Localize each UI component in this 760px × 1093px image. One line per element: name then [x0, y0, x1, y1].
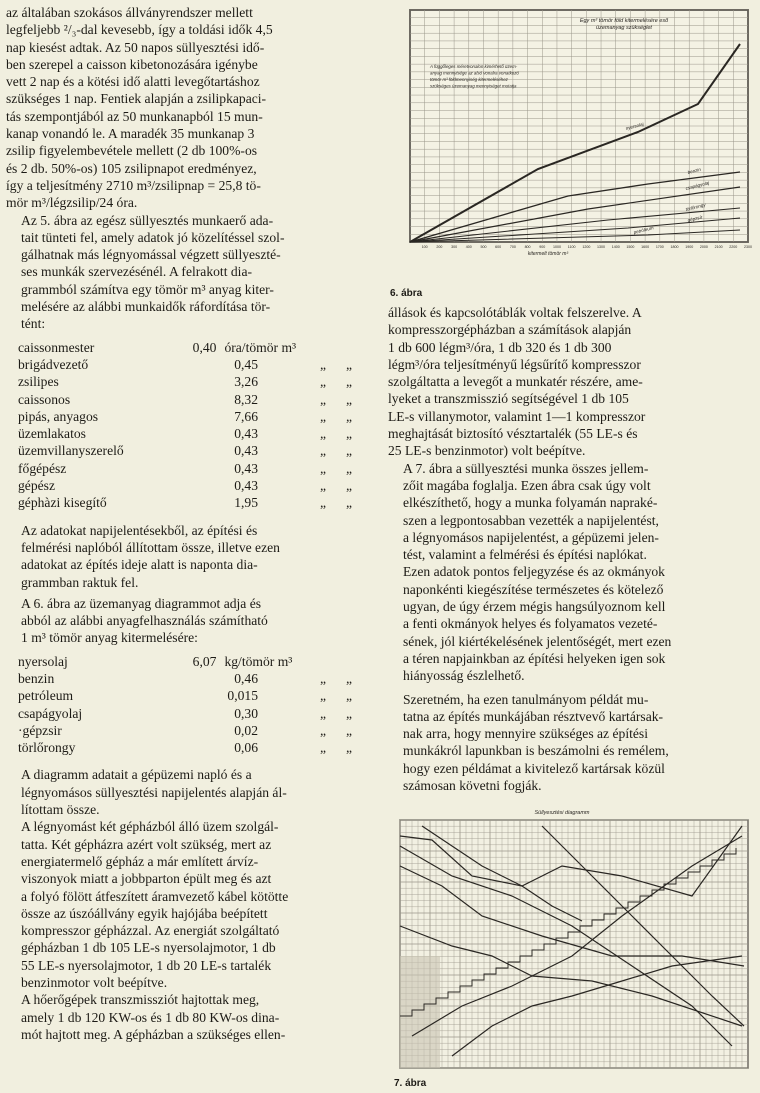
- text-line: kompresszorgépházban a számítások alapján: [388, 322, 632, 338]
- text-line: 1 db 600 légm³/óra, 1 db 320 és 1 db 300: [388, 339, 612, 355]
- x-axis-label: kitermelt tömör m³: [527, 251, 569, 257]
- table-cell-value: 7,66: [234, 408, 258, 424]
- table-cell-label: benzin: [18, 670, 55, 686]
- paragraph-figure7-intro: [388, 460, 754, 685]
- text-line: szen a legpontosabban vezették a napijelentést,: [403, 512, 659, 528]
- text-line: 55 LE-s nyersolajmotor, 1 db 20 LE-s tartalék: [21, 957, 272, 973]
- text-line: 25 LE-s benzinmotor) volt beépítve.: [388, 443, 586, 459]
- text-line: tatna az építés munkájában résztvevő kartársak-: [403, 708, 664, 724]
- table-cell-unit: [258, 460, 314, 477]
- paragraph-data-sources: [6, 522, 376, 591]
- text-line: melésére az alábbi munkaidők ráfordítása tör-: [21, 299, 271, 315]
- x-tick-label: 1200: [582, 245, 591, 249]
- table-cell-label: brigádvezető: [18, 356, 89, 372]
- table-cell-q2: „: [346, 495, 353, 511]
- text-line: Szeretném, ha ezen tanulmányom példát mu-: [403, 691, 649, 707]
- text-line: benzinmotor volt beépítve.: [21, 975, 168, 991]
- figure-7: [392, 806, 754, 1093]
- x-tick-label: 900: [539, 245, 546, 249]
- table-cell-value: 0,45: [234, 356, 258, 372]
- table-cell-label: zsilipes: [18, 374, 59, 390]
- table-row: [18, 653, 376, 670]
- text-line: a légnyomásos napijelentést, a gépüzemi jelen-: [403, 529, 659, 545]
- table-cell-value: 6,07: [192, 653, 217, 669]
- text-line: nap kiesést adtak. Az 50 napos süllyesztési idő-: [6, 39, 265, 55]
- table-cell-q2: „: [346, 356, 353, 372]
- text-line: elkészíthető, hogy a munka folyamán napraké-: [403, 495, 658, 511]
- table-cell-label: pipás, anyagos: [18, 408, 99, 424]
- figure-6-chart: [388, 4, 754, 286]
- table-cell-q1: „: [320, 722, 327, 738]
- table-row: [18, 722, 376, 739]
- text-line: tás szempontjából az 50 munkanapból 15 mun-: [6, 108, 263, 124]
- x-tick-label: 2000: [699, 245, 708, 249]
- table-cell-unit: [258, 442, 314, 459]
- text-line: ugyan, de úgy érzem mégis hangsúlyoznom kell: [403, 599, 666, 615]
- table-cell-unit: [258, 356, 314, 373]
- table-cell-value: 0,43: [234, 443, 258, 459]
- table-cell-q2: „: [346, 722, 353, 738]
- text-line: gépházban 1 db 105 LE-s nyersolajmotor, 1 db: [21, 940, 276, 956]
- table-cell-q1: [324, 339, 352, 356]
- table-cell-label: ·gépzsir: [18, 722, 62, 738]
- x-tick-label: 1800: [670, 245, 679, 249]
- table-cell-unit: [258, 373, 314, 390]
- table-cell-unit: [258, 687, 314, 704]
- table-cell-unit: [258, 705, 314, 722]
- table-cell-label: petróleum: [18, 688, 74, 704]
- table-cell-q2: „: [346, 670, 353, 686]
- table-cell-value: 3,26: [234, 374, 258, 390]
- x-tick-label: 1300: [597, 245, 606, 249]
- x-tick-label: 300: [451, 245, 458, 249]
- table-cell-label: üzemvillanyszerelő: [18, 443, 124, 459]
- table-cell-unit: [258, 391, 314, 408]
- text-line: tait tünteti fel, amely adatok jó közelítéssel szol-: [21, 229, 285, 245]
- text-line: meghajtását biztosító vésztartalék (55 LE-s és: [388, 426, 638, 442]
- table-cell-q2: „: [346, 391, 353, 407]
- table-cell-unit: [258, 739, 314, 756]
- table-cell-unit: óra/tömör m³: [224, 339, 297, 355]
- table-cell-q2: „: [346, 443, 353, 459]
- x-tick-label: 400: [465, 245, 472, 249]
- text-line: és 2 db. 50%-os) 105 zsilipnapot eredményez,: [6, 160, 257, 176]
- figure-7-caption: 7. ábra: [394, 1078, 427, 1089]
- table-cell-unit: [258, 494, 314, 511]
- text-line: grammból számítva egy tömör m³ anyag kiter-: [21, 281, 274, 297]
- text-line: A hőerőgépek transzmissziót hajtottak meg,: [21, 992, 260, 1008]
- figure-6-title: Egy m³ tömör föld kitermelésére eső: [579, 18, 669, 24]
- table-cell-q2: „: [346, 740, 353, 756]
- text-line: tatta. Két gépházra azért volt szükség, mert az: [21, 836, 272, 852]
- text-line: a folyó fölött átfeszített áramvezető kábel kötötte: [21, 888, 289, 904]
- text-line: naponkénti kiegészítése természetes és kötelező: [403, 581, 664, 597]
- paragraph-fuel-intro: [6, 595, 376, 647]
- text-line: Ezen adatok pontos feljegyzése és az okmányok: [403, 564, 665, 580]
- table-cell-q1: „: [320, 740, 327, 756]
- table-cell-value: 0,43: [234, 460, 258, 476]
- figure-6-series-label: petróleum: [633, 225, 655, 235]
- x-tick-label: 1600: [641, 245, 650, 249]
- table-cell-value: 1,95: [234, 495, 258, 511]
- table-cell-label: nyersolaj: [18, 653, 68, 669]
- text-line: vett 2 nap és a kötési idő alatti levegőtartáshoz: [6, 74, 260, 90]
- table-cell-label: caissonmester: [18, 339, 95, 355]
- table-cell-value: 0,46: [234, 670, 258, 686]
- table-row: [18, 477, 376, 494]
- text-line: a téren napjainkban az építési helyeken igen sok: [403, 650, 666, 666]
- table-cell-label: üzemlakatos: [18, 426, 86, 442]
- table-row: [18, 687, 376, 704]
- text-line: A diagramm adatait a gépüzemi napló és a: [21, 767, 252, 783]
- text-line: zsilip figyelembevétele mellett (2 db 100%-os: [6, 143, 258, 159]
- text-line: tént:: [21, 316, 46, 332]
- table-cell-q1: „: [320, 443, 327, 459]
- table-cell-label: caissonos: [18, 391, 71, 407]
- text-line: állások és kapcsolótáblák voltak felszerelve. A: [388, 305, 642, 320]
- table-cell-label: gépész: [18, 478, 55, 494]
- table-cell-value: 0,40: [192, 339, 217, 355]
- paragraph-machine-houses: [6, 818, 376, 991]
- table-cell-q2: „: [346, 460, 353, 476]
- table-cell-q1: „: [320, 670, 327, 686]
- text-line: viszonyok miatt a jobbparton épült meg és azt: [21, 871, 272, 887]
- text-line: sének, jól kiértékelésének jelentőségét, mert ezen: [403, 633, 672, 649]
- figure-6-series-label: gépzsír: [687, 214, 703, 223]
- table-cell-unit: [258, 477, 314, 494]
- x-tick-label: 2300: [744, 245, 752, 249]
- table-cell-q1: „: [320, 688, 327, 704]
- table-cell-q1: „: [320, 374, 327, 390]
- table-cell-q2: [351, 339, 376, 356]
- table-cell-q1: „: [320, 495, 327, 511]
- text-line: szolgáltatta a levegőt a munkatér részére, ame-: [388, 374, 643, 390]
- x-tick-label: 800: [524, 245, 531, 249]
- table-cell-q1: „: [320, 426, 327, 442]
- x-tick-label: 2200: [729, 245, 738, 249]
- figure-6-series-label: benzin: [687, 166, 702, 175]
- table-cell-q2: [351, 653, 376, 670]
- table-cell-value: 0,30: [234, 705, 258, 721]
- text-line: tést, valamint a felmérési és építési naplókat.: [403, 547, 647, 563]
- text-line: a fenti okmányok helyes és folyamatos vezeté-: [403, 616, 658, 632]
- figure-6: [388, 4, 754, 304]
- figure-7-title: Süllyesztési diagramm: [534, 810, 590, 816]
- text-line: legfeljebb ²/₃-dal kevesebb, így a toldási idők 4,5: [6, 22, 273, 38]
- table-row: [18, 391, 376, 408]
- paragraph-labor-intro: [6, 212, 376, 333]
- text-line: lítottam össze.: [21, 802, 100, 818]
- figure-6-series-label: csapágyolaj: [685, 180, 710, 191]
- figure-6-series-label: törlőrongy: [685, 202, 707, 212]
- table-cell-q1: „: [320, 391, 327, 407]
- text-line: össze az úszóállvány egyik hajójába beépített: [21, 905, 268, 921]
- table-cell-q2: „: [346, 705, 353, 721]
- table-cell-q2: „: [346, 374, 353, 390]
- table-row: [18, 425, 376, 442]
- table-cell-unit: [258, 425, 314, 442]
- figure-6-note: szükséges üzemanyag mennyiséget mutatja: [430, 83, 517, 89]
- text-line: légm³/óra teljesítményű légsűrítő kompresszor: [388, 356, 641, 372]
- text-line: A 7. ábra a süllyesztési munka összes jellem-: [403, 460, 649, 476]
- text-line: mör m³/légzsilip/24 óra.: [6, 195, 138, 211]
- right-column: [388, 304, 754, 794]
- text-line: mót hajtott meg. A gépházban a szükséges ellen-: [21, 1026, 286, 1042]
- text-line: abból az alábbi anyagfelhasználás számítható: [21, 613, 268, 629]
- text-line: zőit magába foglalja. Ezen ábra csak úgy volt: [403, 477, 651, 493]
- x-tick-label: 600: [495, 245, 502, 249]
- x-tick-label: 1700: [655, 245, 664, 249]
- table-cell-q1: „: [320, 408, 327, 424]
- figure-7-chart: [392, 806, 754, 1074]
- table-cell-q2: „: [346, 478, 353, 494]
- table-row: [18, 705, 376, 722]
- fuel-consumption-table: [18, 653, 376, 757]
- text-line: energiatermelő gépház a már említett árvíz-: [21, 853, 259, 869]
- x-tick-label: 1000: [552, 245, 561, 249]
- table-row: [18, 442, 376, 459]
- table-cell-q1: „: [320, 478, 327, 494]
- left-column: [6, 4, 376, 1043]
- text-line: LE-s villanymotor, valamint 1—1 kompresszor: [388, 408, 646, 424]
- figure-6-caption: 6. ábra: [390, 288, 423, 299]
- x-tick-label: 1500: [626, 245, 635, 249]
- x-tick-label: 1100: [567, 245, 576, 249]
- table-cell-q1: „: [320, 356, 327, 372]
- x-tick-label: 100: [421, 245, 428, 249]
- figure-6-series-label: nyersolaj: [625, 121, 645, 131]
- text-line: ses munkák szervezésénél. A felrakott dia-: [21, 264, 253, 280]
- table-cell-label: törlőrongy: [18, 740, 76, 756]
- x-tick-label: 1400: [611, 245, 620, 249]
- table-cell-value: 8,32: [234, 391, 258, 407]
- figure-6-title: üzemanyag szükséglet: [596, 25, 652, 31]
- text-line: grammban raktuk fel.: [21, 574, 139, 590]
- x-tick-label: 500: [480, 245, 487, 249]
- table-row: [18, 670, 376, 687]
- paragraph-compressor: [388, 304, 754, 460]
- table-cell-q1: „: [320, 705, 327, 721]
- figure-7-shaded-area: [400, 956, 440, 1068]
- text-line: lyeket a transzmisszió segítségével 1 db 105: [388, 391, 629, 407]
- table-cell-value: 0,015: [227, 688, 258, 704]
- text-line: kanap vonandó le. A maradék 35 munkanap 3: [6, 126, 255, 142]
- text-line: hiányosság észlelhető.: [403, 668, 525, 684]
- text-line: szükséges 1 nap. Fentiek alapján a zsilipkapaci-: [6, 91, 267, 107]
- table-row: [18, 373, 376, 390]
- text-line: munkákról lapunkban is beszámolni és remélem,: [403, 743, 669, 759]
- text-line: A légnyomást két gépházból álló üzem szolgál-: [21, 819, 279, 835]
- table-cell-q2: „: [346, 426, 353, 442]
- text-line: 1 m³ tömör anyag kitermelésére:: [21, 630, 198, 646]
- paragraph-closing: [388, 691, 754, 795]
- x-tick-label: 700: [509, 245, 516, 249]
- text-line: A 6. ábra az üzemanyag diagrammot adja és: [21, 595, 262, 611]
- text-line: adatokat az építés ideje alatt is naponta dia-: [21, 557, 258, 573]
- text-line: az általában szokásos állványrendszer mellett: [6, 5, 253, 20]
- text-line: gálhatnak más légnyomással végzett süllyeszté-: [21, 247, 281, 263]
- table-cell-unit: kg/tömör m³: [224, 653, 293, 669]
- text-line: kompresszor gépházzal. Az energiát szolgáltató: [21, 923, 280, 939]
- text-line: amely 1 db 120 KW-os és 1 db 80 KW-os dina-: [21, 1009, 280, 1025]
- figure-6-note: tömör m³ földmennyiség kitermeléséhez: [430, 77, 508, 82]
- labor-hours-table: [18, 339, 376, 512]
- paragraph-diagram-source: [6, 766, 376, 818]
- table-row: [18, 739, 376, 756]
- table-cell-q1: „: [320, 460, 327, 476]
- table-row: [18, 339, 376, 356]
- table-cell-unit: [258, 408, 314, 425]
- table-row: [18, 408, 376, 425]
- paragraph-caisson-capacity: [6, 4, 376, 212]
- table-cell-unit: [258, 670, 314, 687]
- figure-6-note: anyag mennyisége az alsó vonalra vonatkozó: [430, 70, 519, 76]
- table-row: [18, 494, 376, 511]
- table-cell-q2: „: [346, 408, 353, 424]
- text-line: így a teljesítmény 2710 m³/zsilipnap = 25,8 tö-: [6, 177, 261, 193]
- text-line: Az 5. ábra az egész süllyesztés munkaerő ada-: [21, 212, 274, 228]
- figure-6-note: A függőleges méretvonalon kimérhető üzem-: [430, 64, 518, 69]
- table-cell-label: csapágyolaj: [18, 705, 83, 721]
- table-cell-value: 0,06: [234, 740, 258, 756]
- x-tick-label: 200: [436, 245, 443, 249]
- text-line: hogy ezen példámat a kivitelező kartársak közül: [403, 760, 665, 776]
- text-line: felmérési naplóból állítottam össze, illetve ezen: [21, 539, 280, 555]
- text-line: nak arra, hogy mennyire szükséges az építési: [403, 726, 648, 742]
- table-cell-label: géphàzi kisegítő: [18, 495, 107, 511]
- table-cell-value: 0,43: [234, 478, 258, 494]
- text-line: ben szerepel a caisson kibetonozására igénybe: [6, 56, 258, 72]
- x-tick-label: 2100: [714, 245, 723, 249]
- table-row: [18, 356, 376, 373]
- table-row: [18, 460, 376, 477]
- table-cell-value: 0,43: [234, 426, 258, 442]
- x-tick-label: 1900: [685, 245, 694, 249]
- table-cell-unit: [258, 722, 314, 739]
- table-cell-q1: [324, 653, 352, 670]
- table-cell-value: 0,02: [234, 722, 258, 738]
- text-line: Az adatokat napijelentésekből, az építési és: [21, 522, 258, 538]
- table-cell-q2: „: [346, 688, 353, 704]
- text-line: légnyomásos süllyesztési napijelentés alapján ál-: [21, 784, 287, 800]
- text-line: számosan követni fogják.: [403, 778, 542, 794]
- table-cell-label: főgépész: [18, 460, 67, 476]
- paragraph-transmission: [6, 991, 376, 1043]
